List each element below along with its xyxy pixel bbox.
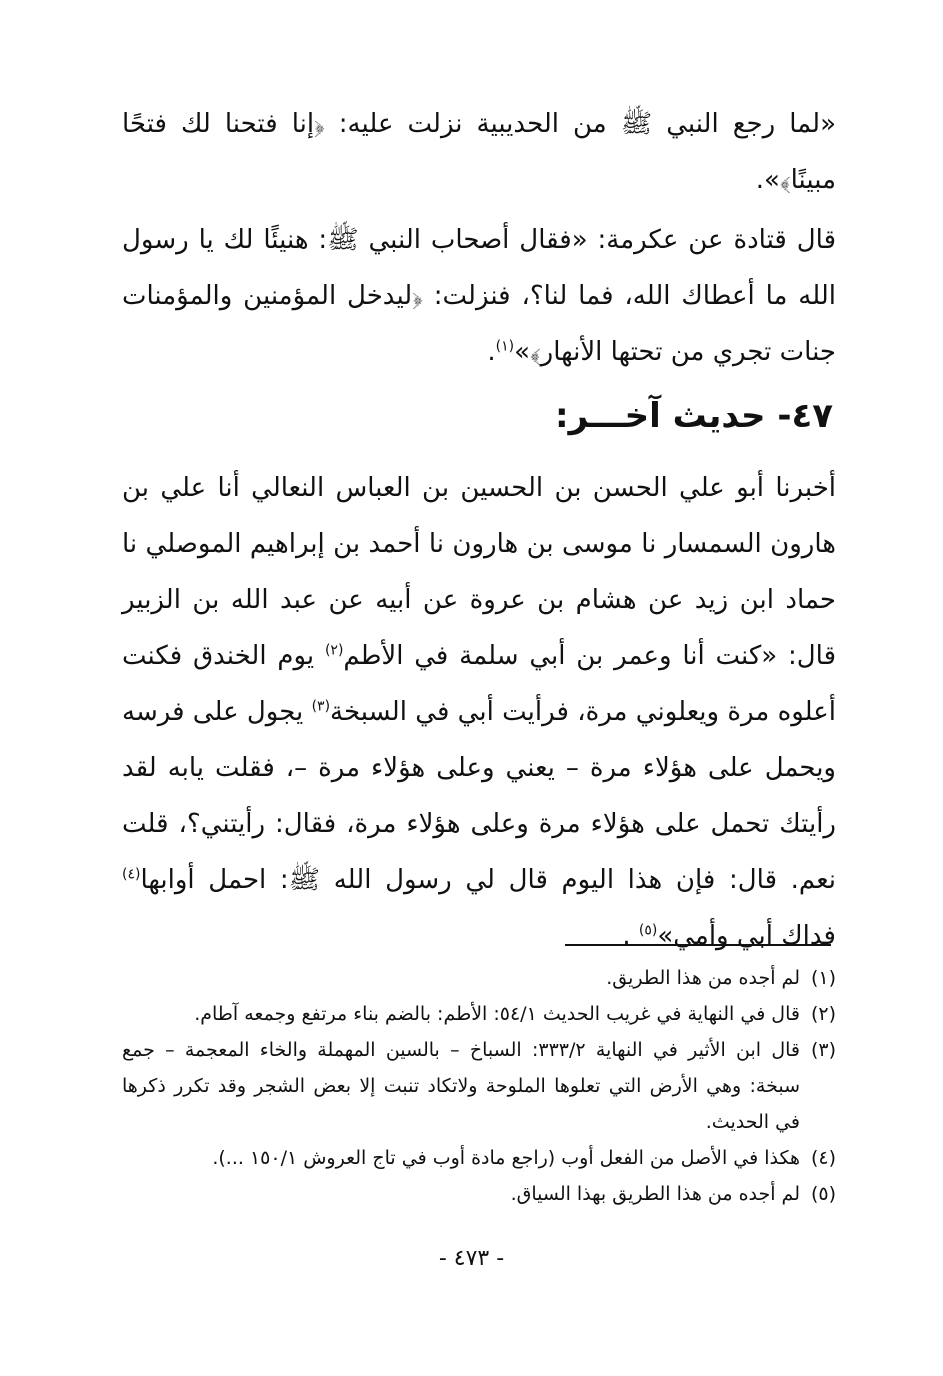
footnotes — [122, 960, 836, 1212]
footnote-3 — [122, 1032, 836, 1140]
hadith-text-part-4: فداك أبي وأمي» — [657, 921, 836, 951]
footnote-number: (٥) — [810, 1183, 836, 1205]
hadith-text-part-2: يوم الخندق فكنت أعلوه مرة ويعلوني مرة، فرأيت أبي في السبخة — [122, 641, 836, 727]
page-number: - ٤٧٣ - — [438, 1246, 505, 1271]
hadith-text-part-3: يجول على فرسه ويحمل على هؤلاء مرة – يعني وعلى هؤلاء مرة –، فقلت يابه لقد رأيتك تحمل على هؤلاء مرة وعلى هؤلاء مرة، فقال: رأيتني؟، قلت نعم. قال: فإن هذا اليوم قال لي رسول الله ﷺ: احمل أوابها — [122, 697, 836, 895]
paragraph-text: «لما رجع النبي ﷺ من الحديبية نزلت عليه: ﴿إنا فتحنا لك فتحًا مبينًا﴾». — [122, 109, 836, 195]
paragraph-hadith-hudaybiya — [122, 96, 836, 208]
footnote-text: قال في النهاية في غريب الحديث ٥٤/١: الأطم: بالضم بناء مرتفع وجمعه آطام. — [194, 1003, 800, 1025]
footnote-divider — [565, 944, 831, 946]
footnote-number: (٣) — [810, 1039, 836, 1061]
paragraph-hadith-47 — [122, 460, 836, 964]
footnote-ref-4[interactable]: (٤) — [122, 866, 141, 883]
footnote-text: لم أجده من هذا الطريق. — [606, 967, 800, 989]
footnote-1 — [122, 960, 836, 996]
footnote-number: (١) — [810, 967, 836, 989]
footnote-ref-1[interactable]: (١) — [495, 338, 515, 355]
hadith-text-part-1: أخبرنا أبو علي الحسن بن الحسين بن العباس النعالي أنا علي بن هارون السمسار نا موسى بن هارون نا أحمد بن إبراهيم الموصلي نا حماد ابن زيد عن هشام بن عروة عن أبيه عن عبد الله بن الزبير قال: «كنت أنا وعمر بن أبي سلمة في الأطم — [122, 473, 836, 671]
paragraph-end: . — [487, 337, 496, 367]
paragraph-qatada — [122, 212, 836, 380]
footnote-number: (٢) — [810, 1003, 836, 1025]
footnote-2 — [122, 996, 836, 1032]
footnote-ref-5[interactable]: (٥) — [638, 922, 658, 939]
footnote-ref-2[interactable]: (٢) — [324, 642, 344, 659]
hadith-end: . — [622, 921, 639, 951]
footnote-ref-3[interactable]: (٣) — [311, 698, 331, 715]
paragraph-text: قال قتادة عن عكرمة: «فقال أصحاب النبي ﷺ: هنيئًا لك يا رسول الله ما أعطاك الله، فما لنا؟، فنزلت: ﴿ليدخل المؤمنين والمؤمنات جنات تجري من تحتها الأنهار﴾» — [122, 225, 836, 367]
footnote-4 — [122, 1140, 836, 1176]
footnote-text: لم أجده من هذا الطريق بهذا السياق. — [510, 1183, 800, 1205]
section-heading: ٤٧- حديث آخـــر: — [555, 396, 833, 436]
footnote-text: هكذا في الأصل من الفعل أوب (راجع مادة أوب في تاج العروش ١٥٠/١ ...). — [212, 1147, 800, 1169]
footnote-text: قال ابن الأثير في النهاية ٣٣٣/٢: السباخ – بالسين المهملة والخاء المعجمة – جمع سبخة: وهي الأرض التي تعلوها الملوحة ولاتكاد تنبت إلا بعض الشجر وقد تكرر ذكرها في الحديث. — [122, 1039, 800, 1133]
footnote-5 — [122, 1176, 836, 1212]
footnote-number: (٤) — [810, 1147, 836, 1169]
